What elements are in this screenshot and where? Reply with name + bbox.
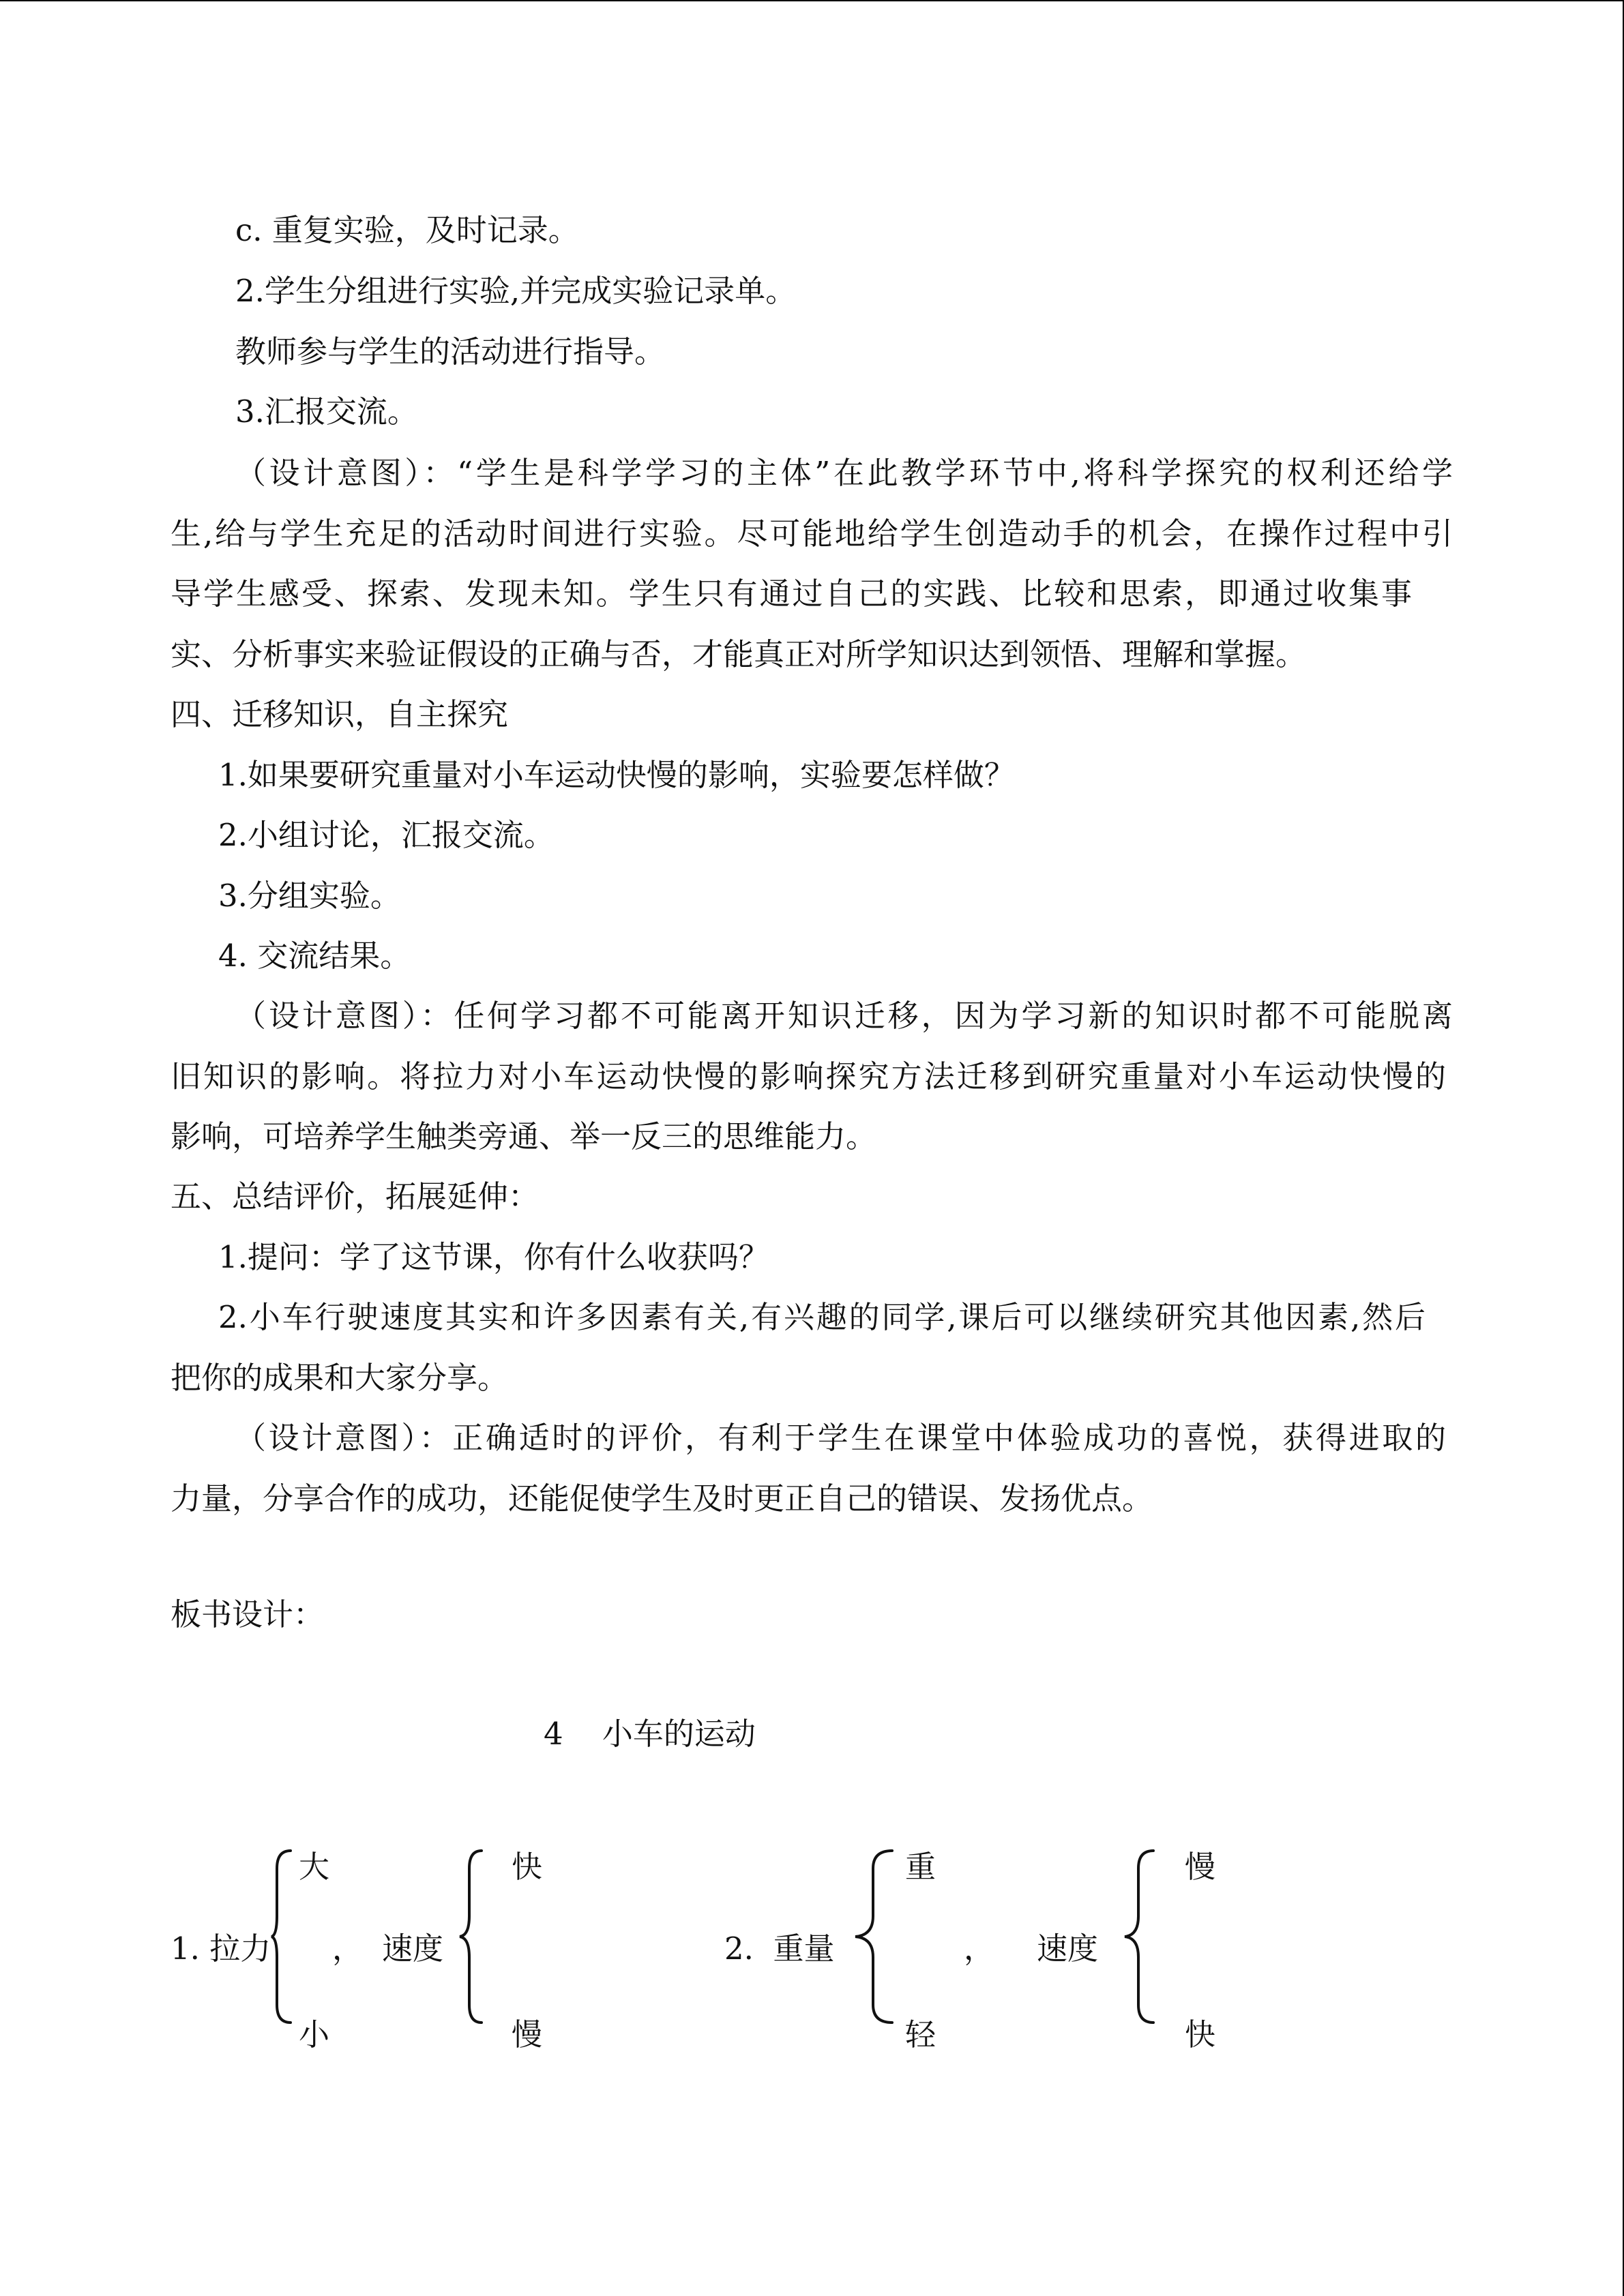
teacher-note: 教师参与学生的活动进行指导。 (235, 333, 666, 370)
section-5-item-1: 1.提问：学了这节课，你有什么收获吗？ (218, 1239, 769, 1275)
section-4-item-1: 1.如果要研究重量对小车运动快慢的影响，实验要怎样做？ (218, 757, 1015, 793)
right-top: 重 (905, 1849, 936, 1885)
design-intent-1-line-1: （设计意图）：“学生是科学学习的主体”在此教学环节中,将科学探究的权利还给学 (235, 455, 1453, 491)
left-comma: ， (332, 1930, 364, 1967)
design-intent-2-line-3: 影响，可培养学生触类旁通、举一反三的思维能力。 (171, 1118, 877, 1154)
left-bottom: 小 (299, 2016, 330, 2053)
section-4-item-4: 4. 交流结果。 (218, 938, 411, 974)
left-speed-top: 快 (512, 1849, 543, 1885)
section-5-heading: 五、总结评价，拓展延伸： (171, 1178, 540, 1214)
left-label: 1. 拉力 (171, 1930, 271, 1967)
section-4-item-3: 3.分组实验。 (218, 878, 401, 914)
step-2: 2.学生分组进行实验,并完成实验记录单。 (235, 273, 797, 309)
right-speed-top: 慢 (1185, 1849, 1216, 1885)
design-intent-1-line-4: 实、分析事实来验证假设的正确与否，才能真正对所学知识达到领悟、理解和掌握。 (171, 636, 1307, 672)
step-c: c. 重复实验，及时记录。 (235, 212, 579, 248)
right-comma: ， (964, 1930, 995, 1967)
section-5-item-2-line-1: 2.小车行驶速度其实和许多因素有关,有兴趣的同学,课后可以继续研究其他因素,然后 (218, 1299, 1426, 1335)
left-speed-bottom: 慢 (512, 2016, 543, 2053)
right-label: 2. 重量 (724, 1930, 835, 1967)
section-4-heading: 四、迁移知识，自主探究 (171, 696, 509, 732)
design-intent-2-line-2: 旧知识的影响。将拉力对小车运动快慢的影响探究方法迁移到研究重量对小车运动快慢的 (171, 1058, 1446, 1094)
left-brace-open (271, 1848, 299, 2025)
left-top: 大 (299, 1849, 330, 1885)
right-bottom: 轻 (905, 2016, 936, 2053)
left-speed: 速度 (382, 1930, 444, 1967)
board-design-heading: 板书设计： (171, 1596, 325, 1632)
design-intent-3-line-2: 力量，分享合作的成功，还能促使学生及时更正自己的错误、发扬优点。 (171, 1480, 1153, 1517)
left-speed-brace (457, 1848, 484, 2025)
board-title: 4 小车的运动 (544, 1716, 756, 1752)
design-intent-2-line-1: （设计意图）：任何学习都不可能离开知识迁移，因为学习新的知识时都不可能脱离 (235, 998, 1453, 1034)
right-speed-brace (1122, 1848, 1156, 2025)
design-intent-1-line-2: 生,给与学生充足的活动时间进行实验。尽可能地给学生创造动手的机会，在操作过程中引 (171, 516, 1453, 552)
right-brace (853, 1848, 894, 2025)
step-3: 3.汇报交流。 (235, 393, 418, 430)
right-speed-bottom: 快 (1185, 2016, 1216, 2053)
design-intent-1-line-3: 导学生感受、探索、发现未知。学生只有通过自己的实践、比较和思索，即通过收集事 (171, 576, 1412, 612)
section-5-item-2-line-2: 把你的成果和大家分享。 (171, 1360, 509, 1396)
section-4-item-2: 2.小组讨论，汇报交流。 (218, 817, 555, 853)
design-intent-3-line-1: （设计意图）：正确适时的评价，有利于学生在课堂中体验成功的喜悦，获得进取的 (235, 1420, 1446, 1456)
right-speed: 速度 (1037, 1930, 1099, 1967)
